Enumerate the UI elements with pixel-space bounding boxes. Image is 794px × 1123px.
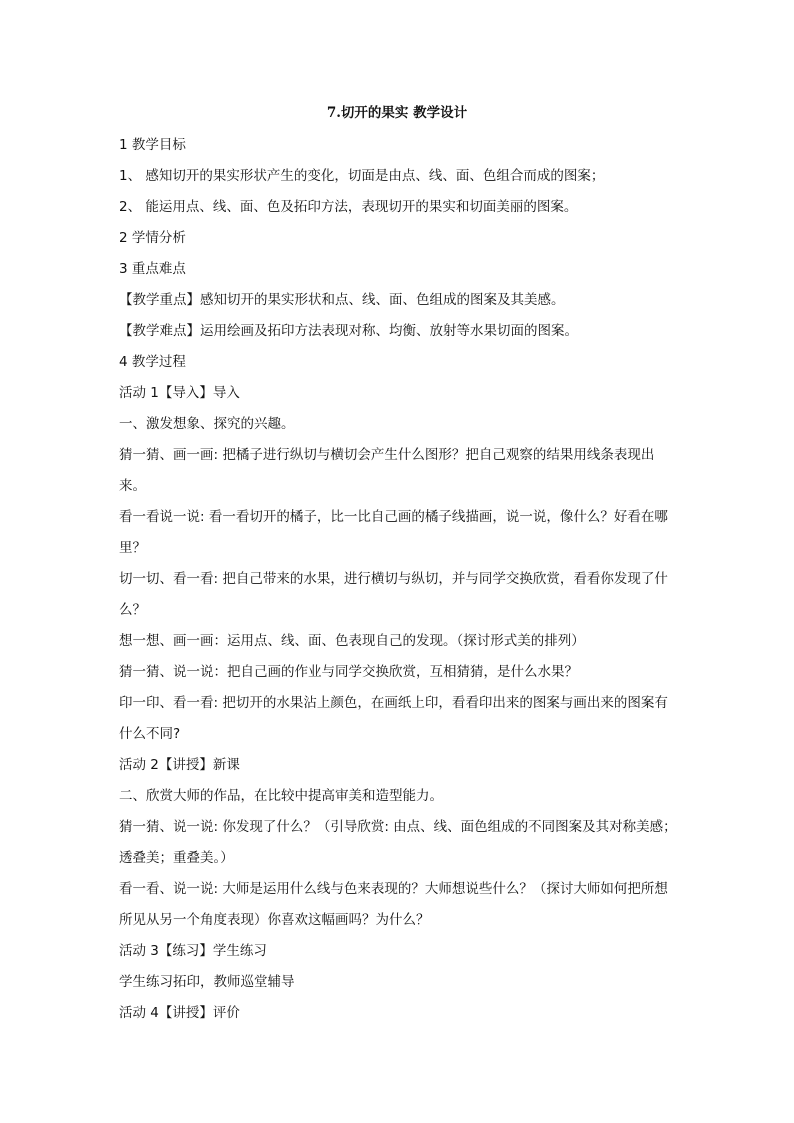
paragraph-print-look: 印一印、看一看: 把切开的水果沾上颜色，在画纸上印，看看印出来的图案与画出来的图案有什么不同? [119, 695, 668, 742]
objective-item-1: 1、 感知切开的果实形状产生的变化，切面是由点、线、面、色组合而成的图案； [119, 168, 605, 184]
paragraph-look-say: 看一看说一说: 看一看切开的橘子，比一比自己画的橘子线描画，说一说，像什么？好看在哪里？ [119, 509, 668, 556]
section-heading-objectives: 1 教学目标 [119, 137, 186, 153]
paragraph-guess-draw: 猜一猜、画一画: 把橘子进行纵切与横切会产生什么图形？把自己观察的结果用线条表现出来。 [119, 447, 655, 494]
section-heading-key-points: 3 重点难点 [119, 261, 186, 277]
activity-1-heading: 活动 1【导入】导入 [119, 385, 240, 401]
paragraph-practice: 学生练习拓印，教师巡堂辅导 [119, 974, 295, 990]
activity-2-heading: 活动 2【讲授】新课 [119, 757, 240, 773]
paragraph-guess-say: 猜一猜、说一说：把自己画的作业与同学交换欣赏，互相猜猜，是什么水果？ [119, 664, 578, 680]
paragraph-think-draw: 想一想、画一画：运用点、线、面、色表现自己的发现。（探讨形式美的排列） [119, 633, 585, 649]
step-heading-2: 二、欣赏大师的作品，在比较中提高审美和造型能力。 [119, 788, 443, 804]
paragraph-master-look: 看一看、说一说: 大师是运用什么线与色来表现的？大师想说些什么？（探讨大师如何把所想所见从另一个角度表现）你喜欢这幅画吗？为什么？ [119, 881, 668, 928]
activity-4-heading: 活动 4【讲授】评价 [119, 1005, 240, 1021]
document-title: 7.切开的果实 教学设计 [326, 105, 468, 121]
document-body [119, 130, 679, 1029]
section-heading-analysis: 2 学情分析 [119, 230, 186, 246]
step-heading-1: 一、激发想象、探究的兴趣。 [119, 416, 295, 432]
activity-3-heading: 活动 3【练习】学生练习 [119, 943, 267, 959]
key-point-focus: 【教学重点】感知切开的果实形状和点、线、面、色组成的图案及其美感。 [119, 292, 565, 308]
key-point-difficulty: 【教学难点】运用绘画及拓印方法表现对称、均衡、放射等水果切面的图案。 [119, 323, 578, 339]
paragraph-cut-look: 切一切、看一看: 把自己带来的水果，进行横切与纵切，并与同学交换欣赏，看看你发现了什么？ [119, 571, 668, 618]
objective-item-2: 2、 能运用点、线、面、色及拓印方法，表现切开的果实和切面美丽的图案。 [119, 199, 578, 215]
paragraph-master-guess: 猜一猜、说一说: 你发现了什么？（引导欣赏: 由点、线、面色组成的不同图案及其对称美感；透叠美；重叠美。） [119, 819, 677, 866]
section-heading-process: 4 教学过程 [119, 354, 186, 370]
